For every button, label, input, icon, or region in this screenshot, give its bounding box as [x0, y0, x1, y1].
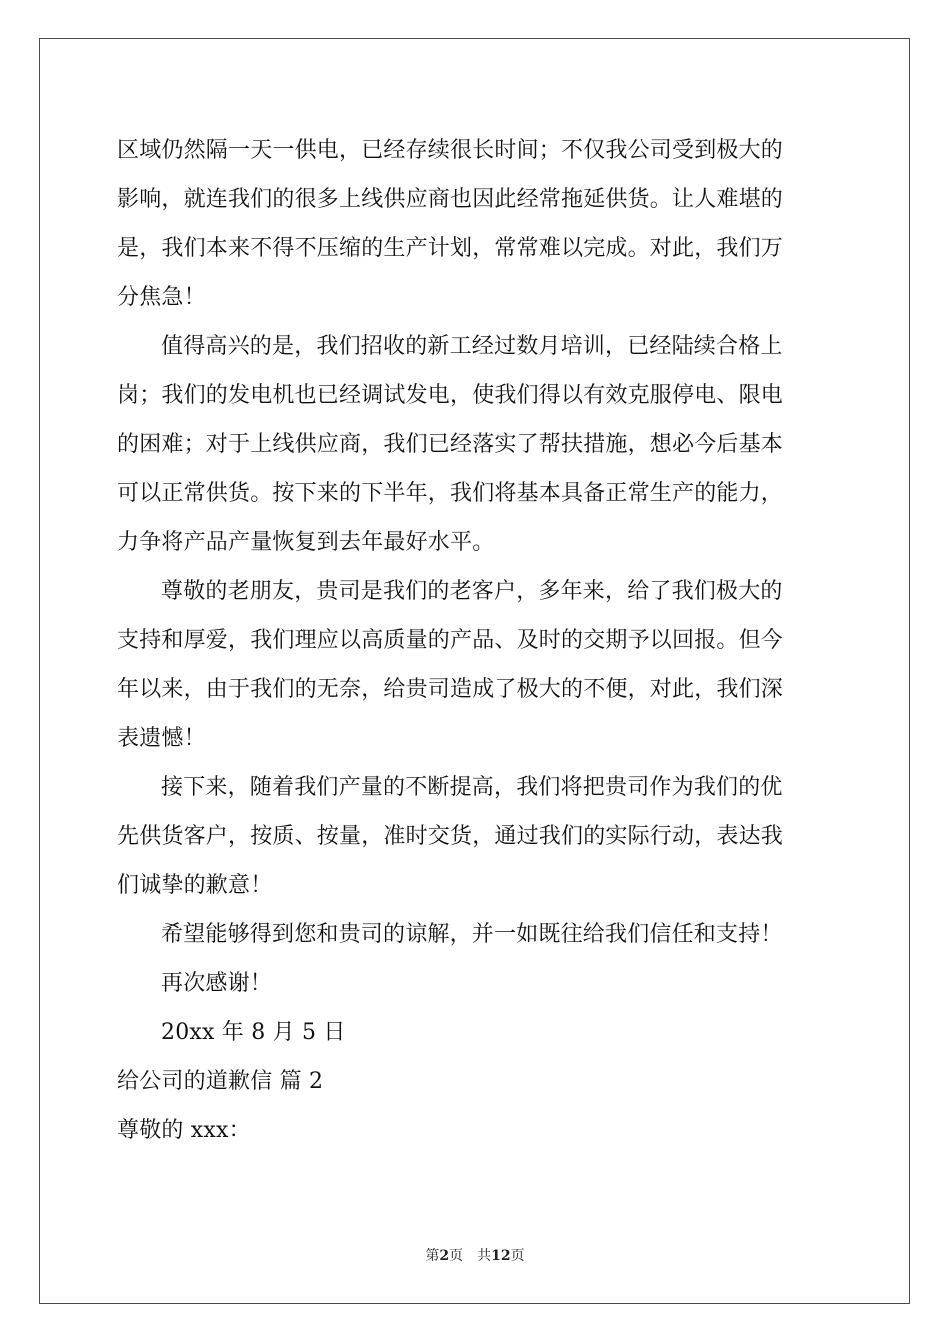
text-line: 是，我们本来不得不压缩的生产计划，常常难以完成。对此，我们万 [117, 236, 784, 261]
text-line: 希望能够得到您和贵司的谅解，并一如既往给我们信任和支持！ [161, 922, 783, 947]
text-line: 影响，就连我们的很多上线供应商也因此经常拖延供货。让人难堪的 [117, 187, 784, 212]
text-line: 年以来，由于我们的无奈，给贵司造成了极大的不便，对此，我们深 [117, 677, 784, 702]
total-pages-number: 12 [491, 1248, 511, 1264]
text-line: 尊敬的 xxx： [117, 1118, 251, 1143]
text-line: 支持和厚爱，我们理应以高质量的产品、及时的交期予以回报。但今 [117, 628, 784, 653]
text-line: 尊敬的老朋友，贵司是我们的老客户，多年来，给了我们极大的 [161, 579, 783, 604]
text-line: 岗；我们的发电机也已经调试发电，使我们得以有效克服停电、限电 [117, 383, 784, 408]
paragraph-p3 [117, 567, 835, 763]
text-line: 接下来，随着我们产量的不断提高，我们将把贵司作为我们的优 [161, 775, 783, 800]
text-line: 力争将产品产量恢复到去年最好水平。 [117, 530, 495, 555]
text-line: 区域仍然隔一天一供电，已经存续很长时间；不仅我公司受到极大的 [117, 138, 784, 163]
text-line: 们诚挚的歉意！ [117, 873, 273, 898]
paragraph-p4 [117, 763, 835, 910]
text-line: 可以正常供货。按下来的下半年，我们将基本具备正常生产的能力， [117, 481, 784, 506]
footer-suffix: 页 [510, 1248, 525, 1264]
paragraph-p8 [117, 1057, 835, 1106]
text-line: 的困难；对于上线供应商，我们已经落实了帮扶措施，想必今后基本 [117, 432, 784, 457]
paragraph-p5 [117, 910, 835, 959]
text-line: 先供货客户，按质、按量，准时交货，通过我们的实际行动，表达我 [117, 824, 784, 849]
paragraph-p2 [117, 322, 835, 567]
text-line: 表遗憾！ [117, 726, 206, 751]
current-page-number: 2 [439, 1248, 450, 1264]
paragraph-p1 [117, 126, 835, 322]
text-line: 给公司的道歉信 篇 2 [117, 1069, 324, 1094]
page-footer [0, 1245, 950, 1265]
text-line: 20xx 年 8 月 5 日 [161, 1020, 346, 1045]
document-body [117, 126, 835, 1155]
footer-prefix: 第 [425, 1248, 440, 1264]
footer-mid: 页 共 [449, 1248, 492, 1264]
text-line: 再次感谢！ [161, 971, 273, 996]
paragraph-p6 [117, 959, 835, 1008]
text-line: 分焦急！ [117, 285, 206, 310]
paragraph-p9 [117, 1106, 835, 1155]
text-line: 值得高兴的是，我们招收的新工经过数月培训，已经陆续合格上 [161, 334, 783, 359]
paragraph-p7 [117, 1008, 835, 1057]
